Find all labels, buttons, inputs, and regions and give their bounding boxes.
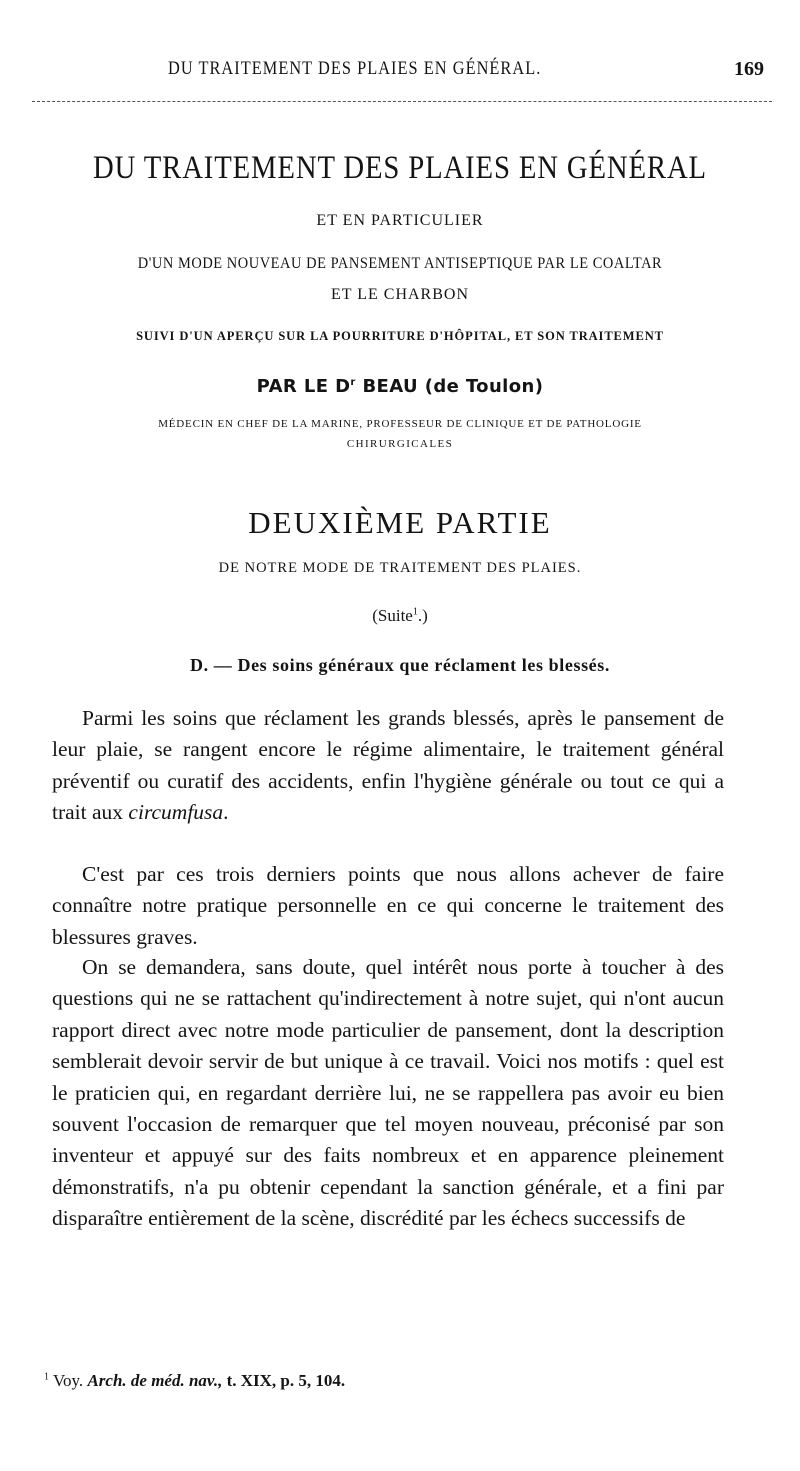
footnote-marker: 1: [44, 1371, 49, 1383]
footnote-prefix: Voy.: [52, 1371, 84, 1390]
subtitle-line: SUIVI D'UN APERÇU SUR LA POURRITURE D'HÔPITAL, ET SON TRAITEMENT: [136, 329, 664, 343]
suite-label: [0, 606, 800, 626]
author-name: BEAU (de Toulon): [362, 376, 544, 397]
footnote-journal: Arch. de méd. nav.,: [87, 1371, 223, 1390]
author-prefix: PAR LE D: [256, 376, 351, 397]
suite-close: .): [417, 606, 428, 625]
footnote-marker: 1: [412, 606, 418, 618]
running-title: DU TRAITEMENT DES PLAIES EN GÉNÉRAL.: [168, 58, 542, 79]
part-subtitle: DE NOTRE MODE DE TRAITEMENT DES PLAIES.: [218, 560, 582, 576]
part-title: DEUXIÈME PARTIE: [248, 505, 552, 540]
suite-text: (Suite: [372, 606, 413, 625]
author-title-sup: r: [350, 377, 356, 388]
body-paragraph: [52, 703, 724, 829]
subtitle-line: D'UN MODE NOUVEAU DE PANSEMENT ANTISEPTIQUE PAR LE COALTAR: [137, 255, 663, 272]
header-rule: [32, 101, 772, 102]
subtitle-line: ET LE CHARBON: [330, 286, 470, 303]
italic-term: circumfusa: [128, 800, 224, 825]
affiliation-line: CHIRURGICALES: [346, 438, 454, 450]
running-head: [40, 58, 770, 88]
subtitle-line: ET EN PARTICULIER: [316, 212, 484, 229]
affiliation-line: MÉDECIN EN CHEF DE LA MARINE, PROFESSEUR DE CLINIQUE ET DE PATHOLOGIE: [158, 418, 642, 430]
author-line: [0, 376, 800, 397]
body-paragraph: C'est par ces trois derniers points que nous allons achever de faire connaître notre pratique personnelle en ce qui concerne le traitement des blessures graves.: [52, 862, 724, 949]
article-title: DU TRAITEMENT DES PLAIES EN GÉNÉRAL: [93, 150, 707, 186]
footnote-reference: t. XIX, p. 5, 104.: [226, 1371, 346, 1390]
paragraph-end: .: [223, 800, 229, 825]
page-number: 169: [734, 58, 764, 80]
footnote: [44, 1371, 345, 1391]
paragraph-text: Parmi les soins que réclament les grands blessés, après le pansement de leur plaie, se rangent encore le régime alimentaire, le traitement général préventif ou curatif des accidents, enfin l'hygiène générale ou tout ce qui a trait aux: [52, 706, 724, 825]
section-heading: D. — Des soins généraux que réclament les blessés.: [190, 655, 610, 675]
body-paragraph: On se demandera, sans doute, quel intérêt nous porte à toucher à des questions qui ne se rattachent qu'indirectement à notre sujet, qui n'ont aucun rapport direct avec notre mode particulier de pansement, dont la description semblerait devoir servir de but unique à ce travail. Voici nos motifs : quel est le praticien qui, en regardant derrière lui, ne se rappellera pas avoir eu bien souvent l'occasion de remarquer que tel moyen nouveau, préconisé par son inventeur et appuyé sur des faits nombreux et en apparence pleinement démonstratifs, n'a pu obtenir cependant la sanction générale, et a fini par disparaître entièrement de la scène, discrédité par les échecs successifs de: [52, 955, 724, 1231]
